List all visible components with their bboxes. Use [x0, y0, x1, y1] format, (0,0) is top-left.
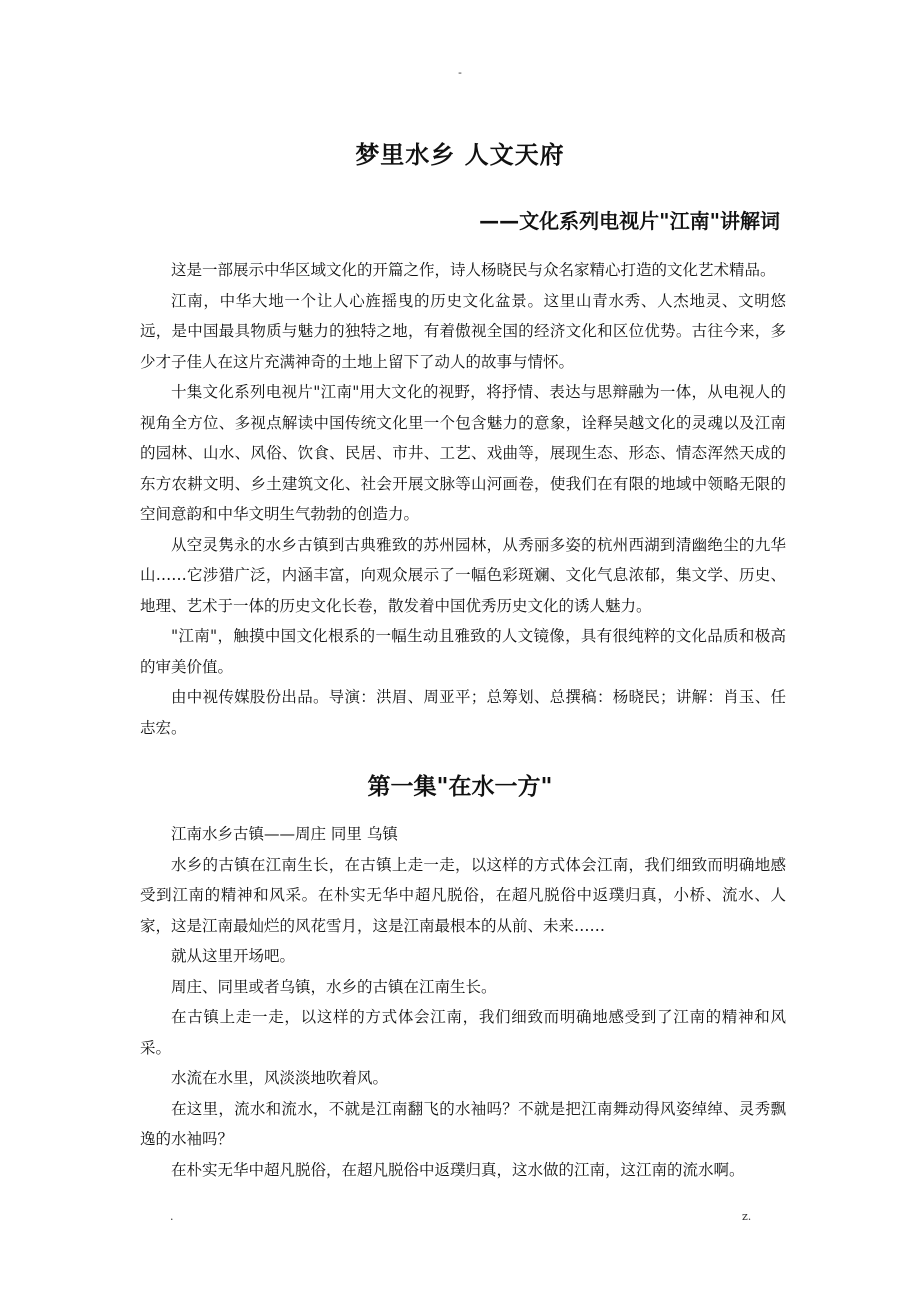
intro-section — [140, 255, 786, 743]
episode-paragraph: 水流在水里，风淡淡地吹着风。 — [171, 1069, 389, 1087]
intro-paragraph: "江南"，触摸中国文化根系的一幅生动且雅致的人文镜像，具有很纯粹的文化品质和极高的审美价值。 — [140, 627, 786, 676]
document-title: 梦里水乡 人文天府 — [355, 141, 565, 169]
intro-paragraph: 这是一部展示中华区域文化的开篇之作，诗人杨晓民与众名家精心打造的文化艺术精品。 — [171, 261, 776, 279]
intro-paragraph: 江南，中华大地一个让人心旌摇曳的历史文化盆景。这里山青水秀、人杰地灵、文明悠远，是中国最具物质与魅力的独特之地，有着傲视全国的经济文化和区位优势。古往今来，多少才子佳人在这片充满神奇的土地上留下了动人的故事与情怀。 — [140, 291, 786, 371]
page-footer-left: . — [170, 1210, 174, 1223]
intro-paragraph: 从空灵隽永的水乡古镇到古典雅致的苏州园林，从秀丽多姿的杭州西湖到清幽绝尘的九华山……它涉猎广泛，内涵丰富，向观众展示了一幅色彩斑斓、文化气息浓郁，集文学、历史、地理、艺术于一体的历史文化长卷，散发着中国优秀历史文化的诱人魅力。 — [140, 535, 786, 615]
page-header-mark: - — [458, 66, 462, 79]
episode-paragraph: 江南水乡古镇——周庄 同里 乌镇 — [171, 825, 398, 843]
episode-paragraph: 在这里，流水和流水，不就是江南翻飞的水袖吗？不就是把江南舞动得风姿绰绰、灵秀飘逸的水袖吗？ — [140, 1099, 786, 1148]
page-footer-right: z. — [742, 1210, 752, 1223]
episode-heading: 第一集"在水一方" — [367, 774, 553, 800]
intro-paragraph: 由中视传媒股份出品。导演：洪眉、周亚平；总筹划、总撰稿：杨晓民；讲解：肖玉、任志宏。 — [140, 688, 786, 737]
episode-paragraph: 水乡的古镇在江南生长，在古镇上走一走，以这样的方式体会江南，我们细致而明确地感受到江南的精神和风采。在朴实无华中超凡脱俗，在超凡脱俗中返璞归真，小桥、流水、人家，这是江南最灿烂的风花雪月，这是江南最根本的从前、未来…… — [140, 855, 786, 935]
episode-paragraph: 在古镇上走一走，以这样的方式体会江南，我们细致而明确地感受到了江南的精神和风采。 — [140, 1008, 786, 1057]
intro-paragraph: 十集文化系列电视片"江南"用大文化的视野，将抒情、表达与思辩融为一体，从电视人的视角全方位、多视点解读中国传统文化里一个包含魅力的意象，诠释吴越文化的灵魂以及江南的园林、山水、风俗、饮食、民居、市井、工艺、戏曲等，展现生态、形态、情态浑然天成的东方农耕文明、乡土建筑文化、社会开展文脉等山河画卷，使我们在有限的地域中领略无限的空间意韵和中华文明生气勃勃的创造力。 — [140, 383, 786, 523]
episode-paragraph: 周庄、同里或者乌镇，水乡的古镇在江南生长。 — [171, 977, 497, 996]
episode-paragraph: 就从这里开场吧。 — [171, 947, 296, 965]
episode-paragraph: 在朴实无华中超凡脱俗，在超凡脱俗中返璞归真，这水做的江南，这江南的流水啊。 — [171, 1160, 745, 1179]
document-subtitle: ——文化系列电视片"江南"讲解词 — [479, 209, 780, 233]
episode-section — [140, 819, 786, 1185]
